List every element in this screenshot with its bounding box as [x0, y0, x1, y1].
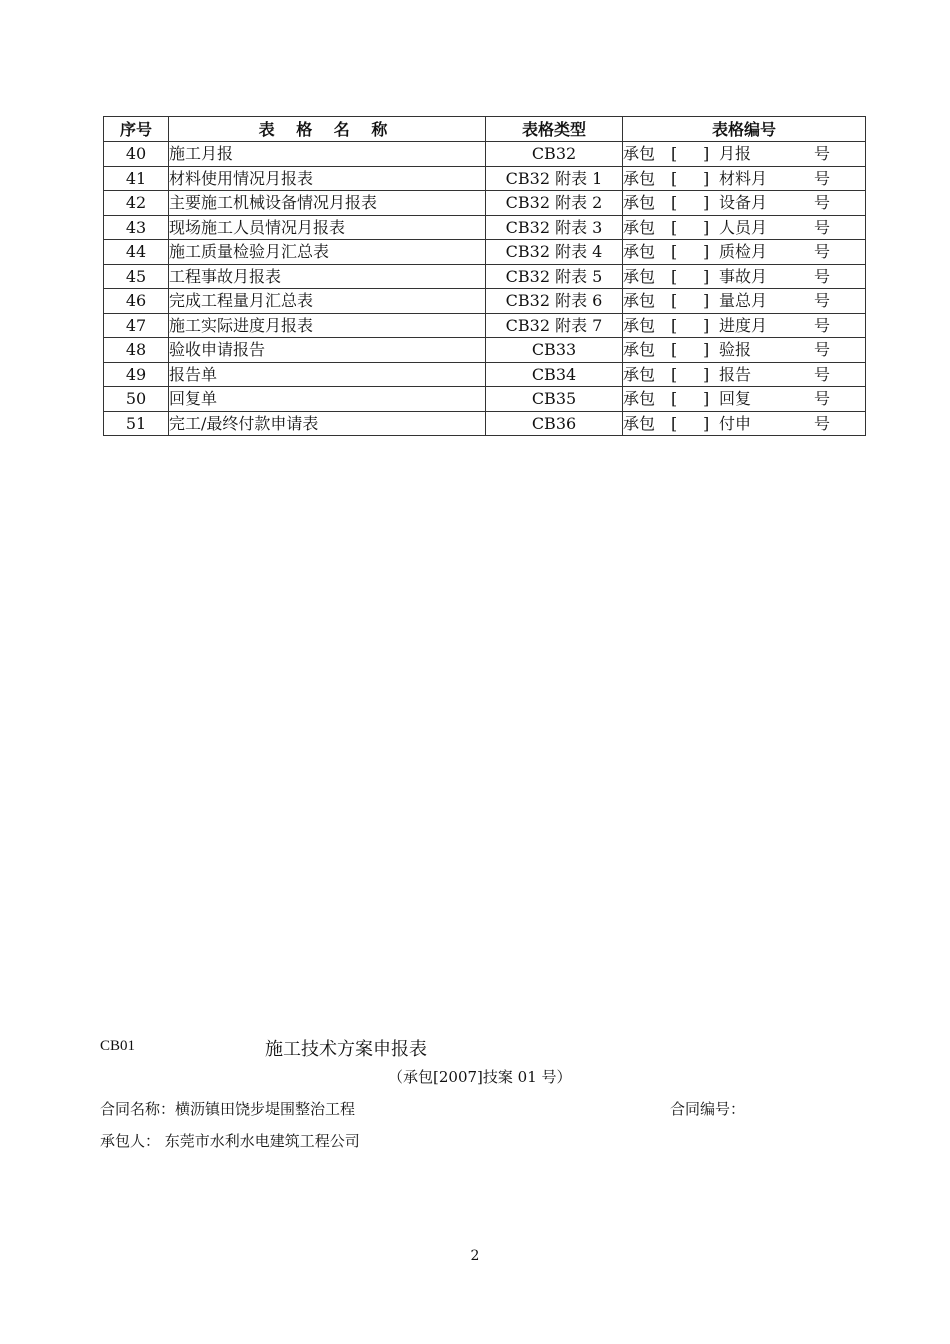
table-row: [104, 313, 866, 338]
code-bracket-open: [: [671, 168, 678, 188]
row-form-type: CB32 附表 2: [486, 191, 623, 216]
code-bracket-close: ]: [703, 217, 710, 237]
code-suffix: 人员月: [719, 217, 768, 237]
code-prefix: 承包: [623, 291, 656, 311]
code-bracket-open: [: [671, 242, 678, 262]
code-bracket-close: ]: [703, 364, 710, 384]
row-number: 42: [104, 191, 169, 216]
row-number: 51: [104, 411, 169, 436]
code-suffix: 进度月: [719, 315, 768, 335]
row-form-code: [623, 338, 866, 363]
contract-name: 合同名称：横沥镇田饶步堤围整治工程: [100, 1100, 356, 1118]
code-bracket-open: [: [671, 364, 678, 384]
row-number: 48: [104, 338, 169, 363]
code-hao: 号: [814, 193, 831, 213]
table-row: [104, 411, 866, 436]
code-hao: 号: [814, 340, 831, 360]
row-form-type: CB33: [486, 338, 623, 363]
row-form-name: 施工月报: [169, 142, 486, 167]
code-prefix: 承包: [623, 266, 656, 286]
contract-number: 合同编号：: [670, 1100, 746, 1118]
code-suffix: 报告: [719, 364, 752, 384]
contractor: 承包人： 东莞市水利水电建筑工程公司: [100, 1132, 360, 1150]
row-form-type: CB34: [486, 362, 623, 387]
row-form-name: 验收申请报告: [169, 338, 486, 363]
row-form-code: [623, 215, 866, 240]
code-hao: 号: [814, 291, 831, 311]
row-form-code: [623, 240, 866, 265]
table-row: [104, 166, 866, 191]
code-bracket-open: [: [671, 291, 678, 311]
row-form-code: [623, 264, 866, 289]
code-hao: 号: [814, 389, 831, 409]
code-bracket-close: ]: [703, 413, 710, 433]
row-number: 40: [104, 142, 169, 167]
header-type: 表格类型: [486, 117, 623, 142]
table-row: [104, 240, 866, 265]
table-row: [104, 191, 866, 216]
code-suffix: 回复: [719, 389, 752, 409]
code-bracket-open: [: [671, 413, 678, 433]
code-bracket-close: ]: [703, 389, 710, 409]
code-suffix: 量总月: [719, 291, 768, 311]
code-prefix: 承包: [623, 364, 656, 384]
row-form-code: [623, 191, 866, 216]
row-form-type: CB32 附表 7: [486, 313, 623, 338]
form-index-table: [103, 116, 866, 436]
code-bracket-open: [: [671, 217, 678, 237]
row-number: 50: [104, 387, 169, 412]
code-bracket-open: [: [671, 315, 678, 335]
row-form-type: CB32: [486, 142, 623, 167]
table-header-row: [104, 117, 866, 142]
row-form-name: 材料使用情况月报表: [169, 166, 486, 191]
row-form-type: CB32 附表 3: [486, 215, 623, 240]
code-hao: 号: [814, 217, 831, 237]
row-number: 41: [104, 166, 169, 191]
row-form-code: [623, 411, 866, 436]
code-hao: 号: [814, 364, 831, 384]
row-form-code: [623, 142, 866, 167]
code-suffix: 验报: [719, 340, 752, 360]
code-suffix: 付申: [719, 413, 752, 433]
code-bracket-close: ]: [703, 193, 710, 213]
code-prefix: 承包: [623, 413, 656, 433]
code-prefix: 承包: [623, 168, 656, 188]
table-row: [104, 387, 866, 412]
header-name: 表 格 名 称: [169, 117, 486, 142]
form-code: CB01: [100, 1038, 136, 1054]
row-form-name: 完工/最终付款申请表: [169, 411, 486, 436]
row-number: 46: [104, 289, 169, 314]
code-bracket-close: ]: [703, 242, 710, 262]
code-hao: 号: [814, 266, 831, 286]
header-num: 序号: [104, 117, 169, 142]
code-suffix: 事故月: [719, 266, 768, 286]
row-form-name: 现场施工人员情况月报表: [169, 215, 486, 240]
row-form-type: CB36: [486, 411, 623, 436]
form-title: 施工技术方案申报表: [265, 1039, 427, 1060]
code-suffix: 月报: [719, 144, 752, 164]
row-form-code: [623, 166, 866, 191]
code-bracket-close: ]: [703, 266, 710, 286]
table-row: [104, 264, 866, 289]
row-form-type: CB32 附表 6: [486, 289, 623, 314]
row-form-name: 回复单: [169, 387, 486, 412]
code-hao: 号: [814, 242, 831, 262]
table-row: [104, 338, 866, 363]
header-code: 表格编号: [623, 117, 866, 142]
row-form-code: [623, 387, 866, 412]
code-bracket-open: [: [671, 144, 678, 164]
row-form-code: [623, 362, 866, 387]
row-number: 45: [104, 264, 169, 289]
page-number: 2: [470, 1248, 480, 1264]
code-bracket-close: ]: [703, 315, 710, 335]
code-bracket-open: [: [671, 266, 678, 286]
row-form-name: 主要施工机械设备情况月报表: [169, 191, 486, 216]
table-row: [104, 215, 866, 240]
code-hao: 号: [814, 144, 831, 164]
code-hao: 号: [814, 413, 831, 433]
row-form-type: CB32 附表 4: [486, 240, 623, 265]
code-bracket-close: ]: [703, 144, 710, 164]
table-row: [104, 289, 866, 314]
code-bracket-open: [: [671, 193, 678, 213]
code-prefix: 承包: [623, 242, 656, 262]
code-bracket-open: [: [671, 389, 678, 409]
code-hao: 号: [814, 168, 831, 188]
table-body: [104, 142, 866, 436]
code-suffix: 设备月: [719, 193, 768, 213]
row-form-name: 完成工程量月汇总表: [169, 289, 486, 314]
row-form-code: [623, 313, 866, 338]
code-bracket-open: [: [671, 340, 678, 360]
row-form-name: 施工实际进度月报表: [169, 313, 486, 338]
row-form-type: CB35: [486, 387, 623, 412]
form-subtitle: （承包[2007]技案 01 号）: [388, 1068, 572, 1086]
code-prefix: 承包: [623, 315, 656, 335]
code-prefix: 承包: [623, 340, 656, 360]
table-row: [104, 362, 866, 387]
code-prefix: 承包: [623, 389, 656, 409]
code-prefix: 承包: [623, 144, 656, 164]
code-suffix: 质检月: [719, 242, 768, 262]
code-bracket-close: ]: [703, 340, 710, 360]
code-hao: 号: [814, 315, 831, 335]
row-number: 49: [104, 362, 169, 387]
row-form-type: CB32 附表 1: [486, 166, 623, 191]
table-row: [104, 142, 866, 167]
form-index-table-container: [103, 116, 865, 436]
row-number: 43: [104, 215, 169, 240]
row-form-name: 施工质量检验月汇总表: [169, 240, 486, 265]
row-form-type: CB32 附表 5: [486, 264, 623, 289]
code-bracket-close: ]: [703, 168, 710, 188]
row-number: 44: [104, 240, 169, 265]
row-form-code: [623, 289, 866, 314]
code-prefix: 承包: [623, 193, 656, 213]
row-number: 47: [104, 313, 169, 338]
row-form-name: 工程事故月报表: [169, 264, 486, 289]
row-form-name: 报告单: [169, 362, 486, 387]
code-prefix: 承包: [623, 217, 656, 237]
code-suffix: 材料月: [719, 168, 768, 188]
code-bracket-close: ]: [703, 291, 710, 311]
